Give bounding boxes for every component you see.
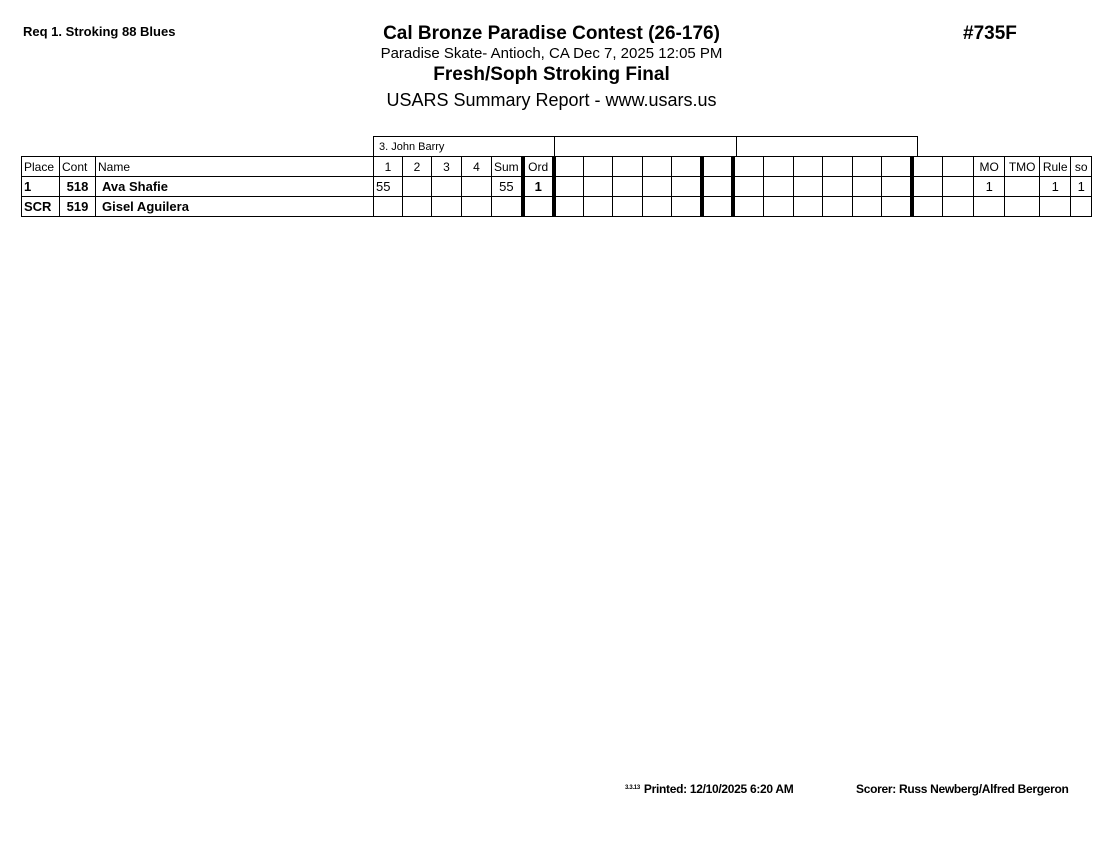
- printed-footer: [625, 782, 793, 796]
- empty-cell: [943, 157, 974, 177]
- empty-cell: [912, 177, 943, 197]
- mo-cell: [974, 197, 1005, 217]
- tmo-cell: [1005, 177, 1040, 197]
- request-label: Req 1. Stroking 88 Blues: [23, 24, 176, 39]
- empty-cell: [554, 177, 584, 197]
- empty-cell: [912, 157, 943, 177]
- tmo-cell: [1005, 197, 1040, 217]
- sum-cell: 55: [492, 177, 523, 197]
- so-cell: [1071, 197, 1092, 217]
- empty-cell: [702, 177, 733, 197]
- contest-title: Cal Bronze Paradise Contest (26-176): [383, 23, 720, 44]
- table-row: [22, 177, 1092, 197]
- empty-cell: [912, 197, 943, 217]
- col-place: Place: [22, 157, 60, 177]
- col-judge-1: 1: [374, 157, 403, 177]
- empty-cell: [853, 177, 882, 197]
- empty-cell: [794, 157, 823, 177]
- ord-cell: [523, 197, 554, 217]
- empty-cell: [882, 157, 912, 177]
- empty-cell: [733, 177, 764, 197]
- empty-cell: [943, 197, 974, 217]
- empty-cell: [853, 157, 882, 177]
- judge-4-cell: [462, 197, 492, 217]
- empty-cell: [853, 197, 882, 217]
- empty-cell: [764, 197, 794, 217]
- judge-header-table: [373, 136, 918, 157]
- header-row: [22, 157, 1092, 177]
- col-judge-4: 4: [462, 157, 492, 177]
- empty-cell: [584, 177, 613, 197]
- col-judge-3: 3: [432, 157, 462, 177]
- col-judge-2: 2: [403, 157, 432, 177]
- scorer-footer: Scorer: Russ Newberg/Alfred Bergeron: [856, 782, 1069, 796]
- empty-cell: [554, 197, 584, 217]
- empty-cell: [584, 197, 613, 217]
- rule-cell: 1: [1040, 177, 1071, 197]
- col-name: Name: [96, 157, 374, 177]
- event-title: Fresh/Soph Stroking Final: [433, 64, 670, 85]
- name-cell: Ava Shafie: [96, 177, 374, 197]
- empty-cell: [554, 157, 584, 177]
- empty-cell: [672, 177, 702, 197]
- col-ord: Ord: [523, 157, 554, 177]
- empty-cell: [584, 157, 613, 177]
- ord-cell: 1: [523, 177, 554, 197]
- empty-cell: [764, 177, 794, 197]
- printed-label: Printed: 12/10/2025 6:20 AM: [643, 782, 794, 796]
- place-cell: SCR: [22, 197, 60, 217]
- version-label: 3.3.13: [625, 785, 640, 791]
- col-so: so: [1071, 157, 1092, 177]
- empty-cell: [672, 197, 702, 217]
- judge-4-cell: [462, 177, 492, 197]
- col-mo: MO: [974, 157, 1005, 177]
- empty-cell: [702, 197, 733, 217]
- empty-cell: [643, 157, 672, 177]
- col-cont: Cont: [60, 157, 96, 177]
- empty-cell: [882, 197, 912, 217]
- empty-cell: [643, 177, 672, 197]
- cont-cell: 518: [60, 177, 96, 197]
- judge-1-cell: 55: [374, 177, 403, 197]
- empty-cell: [613, 197, 643, 217]
- judge-panel-3: [737, 137, 918, 157]
- judge-2-cell: [403, 197, 432, 217]
- table-row: [22, 197, 1092, 217]
- place-cell: 1: [22, 177, 60, 197]
- empty-cell: [643, 197, 672, 217]
- judge-panel-2: [555, 137, 737, 157]
- empty-cell: [823, 157, 853, 177]
- judge-3-cell: [432, 197, 462, 217]
- col-sum: Sum: [492, 157, 523, 177]
- empty-cell: [943, 177, 974, 197]
- event-code: #735F: [963, 23, 1017, 44]
- empty-cell: [613, 157, 643, 177]
- empty-cell: [823, 197, 853, 217]
- rule-cell: [1040, 197, 1071, 217]
- empty-cell: [794, 197, 823, 217]
- empty-cell: [733, 197, 764, 217]
- empty-cell: [733, 157, 764, 177]
- col-tmo: TMO: [1005, 157, 1040, 177]
- judge-3-cell: [432, 177, 462, 197]
- judge-2-cell: [403, 177, 432, 197]
- col-rule: Rule: [1040, 157, 1071, 177]
- empty-cell: [882, 177, 912, 197]
- venue-line: Paradise Skate- Antioch, CA Dec 7, 2025 12:05 PM: [380, 45, 723, 62]
- empty-cell: [794, 177, 823, 197]
- empty-cell: [764, 157, 794, 177]
- empty-cell: [613, 177, 643, 197]
- cont-cell: 519: [60, 197, 96, 217]
- empty-cell: [702, 157, 733, 177]
- so-cell: 1: [1071, 177, 1092, 197]
- name-cell: Gisel Aguilera: [96, 197, 374, 217]
- report-title: USARS Summary Report - www.usars.us: [386, 90, 717, 110]
- empty-cell: [672, 157, 702, 177]
- mo-cell: 1: [974, 177, 1005, 197]
- results-table: [21, 156, 1092, 217]
- empty-cell: [823, 177, 853, 197]
- judge-1-cell: [374, 197, 403, 217]
- judge-panel-1: 3. John Barry: [374, 137, 555, 157]
- sum-cell: [492, 197, 523, 217]
